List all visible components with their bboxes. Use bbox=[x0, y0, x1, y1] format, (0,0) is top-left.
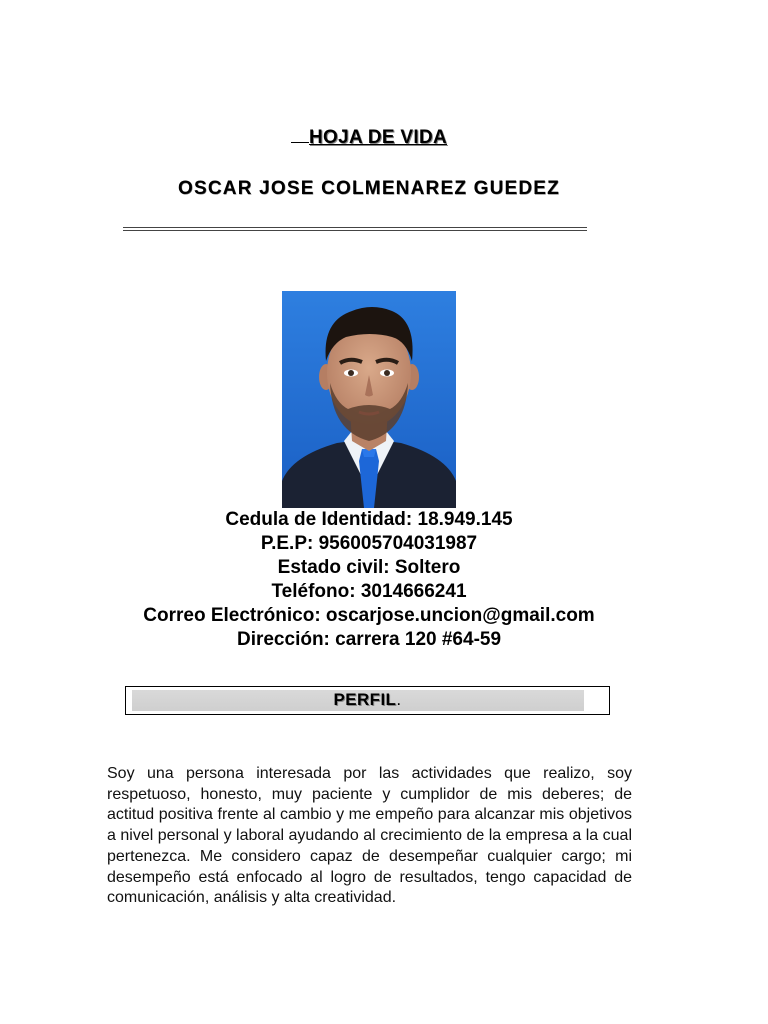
document-title-text: HOJA DE VIDA bbox=[308, 127, 448, 148]
telefono-line: Teléfono: 3014666241 bbox=[271, 581, 467, 602]
perfil-heading bbox=[126, 690, 609, 710]
correo-line: Correo Electrónico: oscarjose.uncion@gmail.com bbox=[143, 605, 595, 626]
direccion-line: Dirección: carrera 120 #64-59 bbox=[236, 629, 502, 650]
perfil-paragraph: Soy una persona interesada por las actividades que realizo, soy respetuoso, honesto, muy paciente y cumplidor de mis deberes; de actitud positiva frente al cambio y me empeño para alcanzar mis objetivos a nivel personal y laboral ayudando al crecimiento de la empresa a la cual pertenezca. Me considero capaz de desempeñar cualquier cargo; mi desempeño está enfocado al logro de resultados, tengo capacidad de comunicación, análisis y alta creatividad. bbox=[107, 765, 632, 907]
person-name: OSCAR JOSE COLMENAREZ GUEDEZ bbox=[178, 178, 560, 199]
estado-civil-line: Estado civil: Soltero bbox=[277, 557, 461, 578]
header-divider bbox=[123, 227, 587, 231]
contact-info bbox=[0, 508, 738, 652]
pep-line: P.E.P: 956005704031987 bbox=[260, 533, 478, 554]
cedula-line: Cedula de Identidad: 18.949.145 bbox=[225, 509, 513, 530]
document-title bbox=[0, 127, 738, 149]
perfil-heading-text: PERFIL bbox=[333, 690, 397, 709]
title-underline-lead bbox=[291, 128, 309, 143]
profile-photo bbox=[282, 291, 456, 508]
perfil-heading-period: . bbox=[396, 690, 402, 709]
perfil-section-header bbox=[125, 686, 610, 715]
